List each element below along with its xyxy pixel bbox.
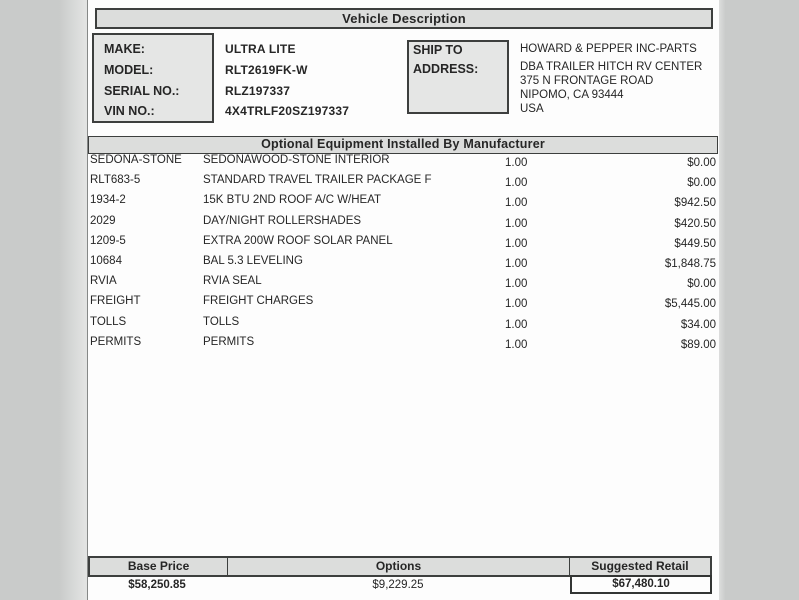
equipment-row	[88, 213, 718, 230]
equipment-code: FREIGHT	[90, 295, 141, 307]
equipment-price: $34.00	[680, 319, 716, 331]
equipment-row	[88, 293, 718, 310]
equipment-description: TOLLS	[203, 316, 240, 328]
serial-label: SERIAL NO.:	[104, 84, 180, 98]
equipment-qty: 1.00	[505, 298, 528, 310]
equipment-description: 15K BTU 2ND ROOF A/C W/HEAT	[203, 194, 382, 206]
scan-margin-right	[719, 0, 799, 600]
ship-to-label: SHIP TO	[413, 43, 463, 57]
equipment-description: FREIGHT CHARGES	[203, 295, 314, 307]
base-price-value: $58,250.85	[128, 579, 186, 591]
equipment-description: PERMITS	[203, 336, 255, 348]
vin-label: VIN NO.:	[104, 104, 155, 118]
equipment-code: RLT683-5	[90, 174, 141, 186]
equipment-qty: 1.00	[505, 238, 528, 250]
model-value: RLT2619FK-W	[225, 63, 308, 77]
equipment-qty: 1.00	[505, 319, 528, 331]
summary-header-row	[88, 556, 712, 577]
equipment-description: EXTRA 200W ROOF SOLAR PANEL	[203, 235, 393, 247]
equipment-description: STANDARD TRAVEL TRAILER PACKAGE F	[203, 174, 432, 186]
equipment-price: $449.50	[674, 238, 716, 250]
equipment-price: $1,848.75	[664, 258, 716, 270]
base-price-header: Base Price	[127, 559, 190, 573]
equipment-qty: 1.00	[505, 339, 528, 351]
equipment-row	[88, 192, 718, 209]
equipment-price: $89.00	[680, 339, 716, 351]
equipment-description: SEDONAWOOD-STONE INTERIOR	[203, 154, 390, 166]
ship-to-address-line: 375 N FRONTAGE ROAD	[520, 75, 654, 87]
scan-margin-left	[0, 0, 87, 600]
equipment-row	[88, 152, 718, 169]
equipment-row	[88, 253, 718, 270]
make-value: ULTRA LITE	[225, 42, 296, 56]
vin-value: 4X4TRLF20SZ197337	[225, 104, 350, 118]
suggested-retail-value: $67,480.10	[570, 575, 712, 594]
equipment-description: RVIA SEAL	[203, 275, 262, 287]
section-title-optional-equipment: Optional Equipment Installed By Manufacturer	[88, 136, 718, 154]
equipment-price: $0.00	[687, 157, 716, 169]
equipment-code: RVIA	[90, 275, 117, 287]
equipment-row	[88, 233, 718, 250]
equipment-code: PERMITS	[90, 336, 142, 348]
section-title-vehicle-description: Vehicle Description	[95, 8, 713, 29]
equipment-code: TOLLS	[90, 316, 127, 328]
equipment-qty: 1.00	[505, 278, 528, 290]
ship-to-address-line: NIPOMO, CA 93444	[520, 89, 624, 101]
ship-to-name: HOWARD & PEPPER INC-PARTS	[520, 43, 697, 55]
equipment-code: 1209-5	[90, 235, 126, 247]
equipment-row	[88, 314, 718, 331]
equipment-price: $0.00	[687, 278, 716, 290]
equipment-description: BAL 5.3 LEVELING	[203, 255, 303, 267]
suggested-retail-header: Suggested Retail	[569, 558, 710, 575]
equipment-code: 10684	[90, 255, 122, 267]
equipment-qty: 1.00	[505, 258, 528, 270]
equipment-qty: 1.00	[505, 157, 528, 169]
options-header: Options	[227, 558, 569, 575]
equipment-row	[88, 172, 718, 189]
equipment-code: SEDONA-STONE	[90, 154, 182, 166]
make-label: MAKE:	[104, 42, 145, 56]
equipment-code: 2029	[90, 215, 116, 227]
equipment-price: $942.50	[674, 197, 716, 209]
equipment-qty: 1.00	[505, 177, 528, 189]
equipment-code: 1934-2	[90, 194, 126, 206]
equipment-row	[88, 334, 718, 351]
model-label: MODEL:	[104, 63, 154, 77]
equipment-price: $420.50	[674, 218, 716, 230]
equipment-qty: 1.00	[505, 197, 528, 209]
options-value: $9,229.25	[372, 579, 424, 591]
ship-to-address-line: DBA TRAILER HITCH RV CENTER	[520, 61, 703, 73]
ship-to-address-label: ADDRESS:	[413, 62, 479, 76]
serial-value: RLZ197337	[225, 84, 291, 98]
ship-to-address-line: USA	[520, 103, 544, 115]
equipment-qty: 1.00	[505, 218, 528, 230]
equipment-description: DAY/NIGHT ROLLERSHADES	[203, 215, 362, 227]
equipment-price: $5,445.00	[664, 298, 716, 310]
equipment-row	[88, 273, 718, 290]
equipment-price: $0.00	[687, 177, 716, 189]
